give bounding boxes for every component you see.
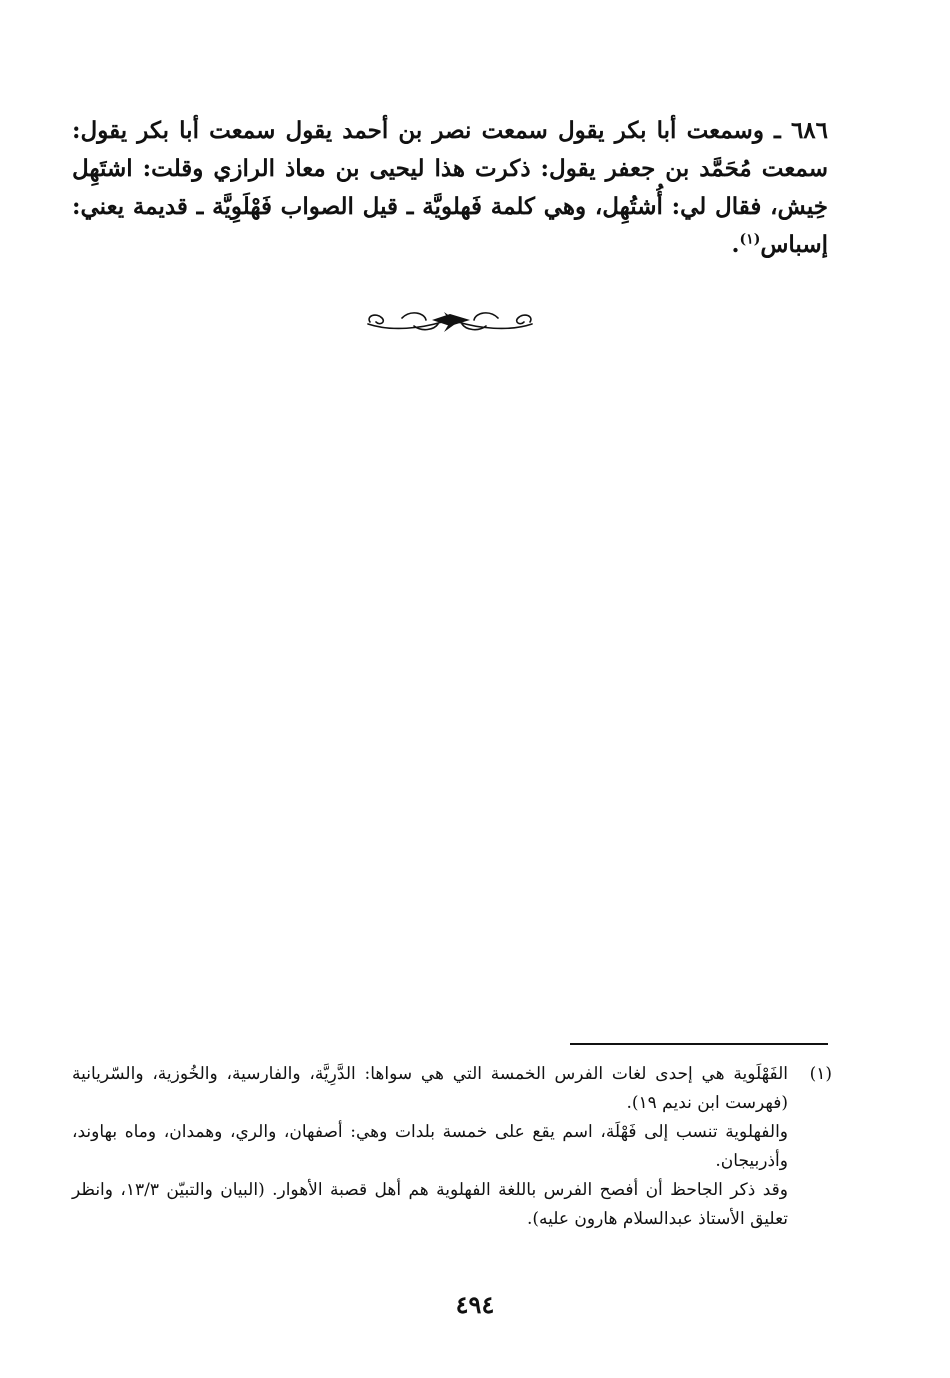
narration-paragraph bbox=[72, 112, 828, 264]
page-number: ٤٩٤ bbox=[455, 1290, 495, 1319]
footnote-separator bbox=[570, 1043, 828, 1045]
floral-divider-ornament-icon bbox=[362, 302, 538, 342]
footnote-1 bbox=[72, 1060, 832, 1234]
footnote-paragraph: الفَهْلَوية هي إحدى لغات الفرس الخمسة التي هي سواها: الدَّرِيَّة، والفارسية، والخُوزية، والسّريانية (فهرست ابن نديم ١٩). bbox=[72, 1064, 788, 1113]
footnote-paragraph: وقد ذكر الجاحظ أن أفصح الفرس باللغة الفهلوية هم أهل قصبة الأهوار. (البيان والتبيّن ١٣/٣، وانظر تعليق الأستاذ عبدالسلام هارون عليه). bbox=[72, 1180, 788, 1229]
footnote-reference: (١) bbox=[739, 231, 761, 248]
footnotes bbox=[72, 1060, 832, 1234]
footnote-body bbox=[72, 1060, 788, 1234]
footnote-number: (١) bbox=[809, 1064, 832, 1084]
main-text bbox=[72, 112, 828, 264]
end-punctuation: . bbox=[731, 231, 740, 258]
footnote-paragraph: والفهلوية تنسب إلى فَهْلَة، اسم يقع على خمسة بلدات وهي: أصفهان، والري، وهمدان، وماه بهاوند، وأذربيجان. bbox=[72, 1122, 788, 1171]
narration-text: ٦٨٦ ـ وسمعت أبا بكر يقول سمعت نصر بن أحمد يقول سمعت أبا بكر يقول: سمعت مُحَمَّد بن جعفر يقول: ذكرت هذا ليحيى بن معاذ الرازي وقلت: اشتَهِل خِيش، فقال لي: أُشتُهِل، وهي كلمة فَهلويَّة ـ قيل الصواب فَهْلَوِيَّة ـ قديمة يعني: إسباس bbox=[72, 117, 828, 258]
